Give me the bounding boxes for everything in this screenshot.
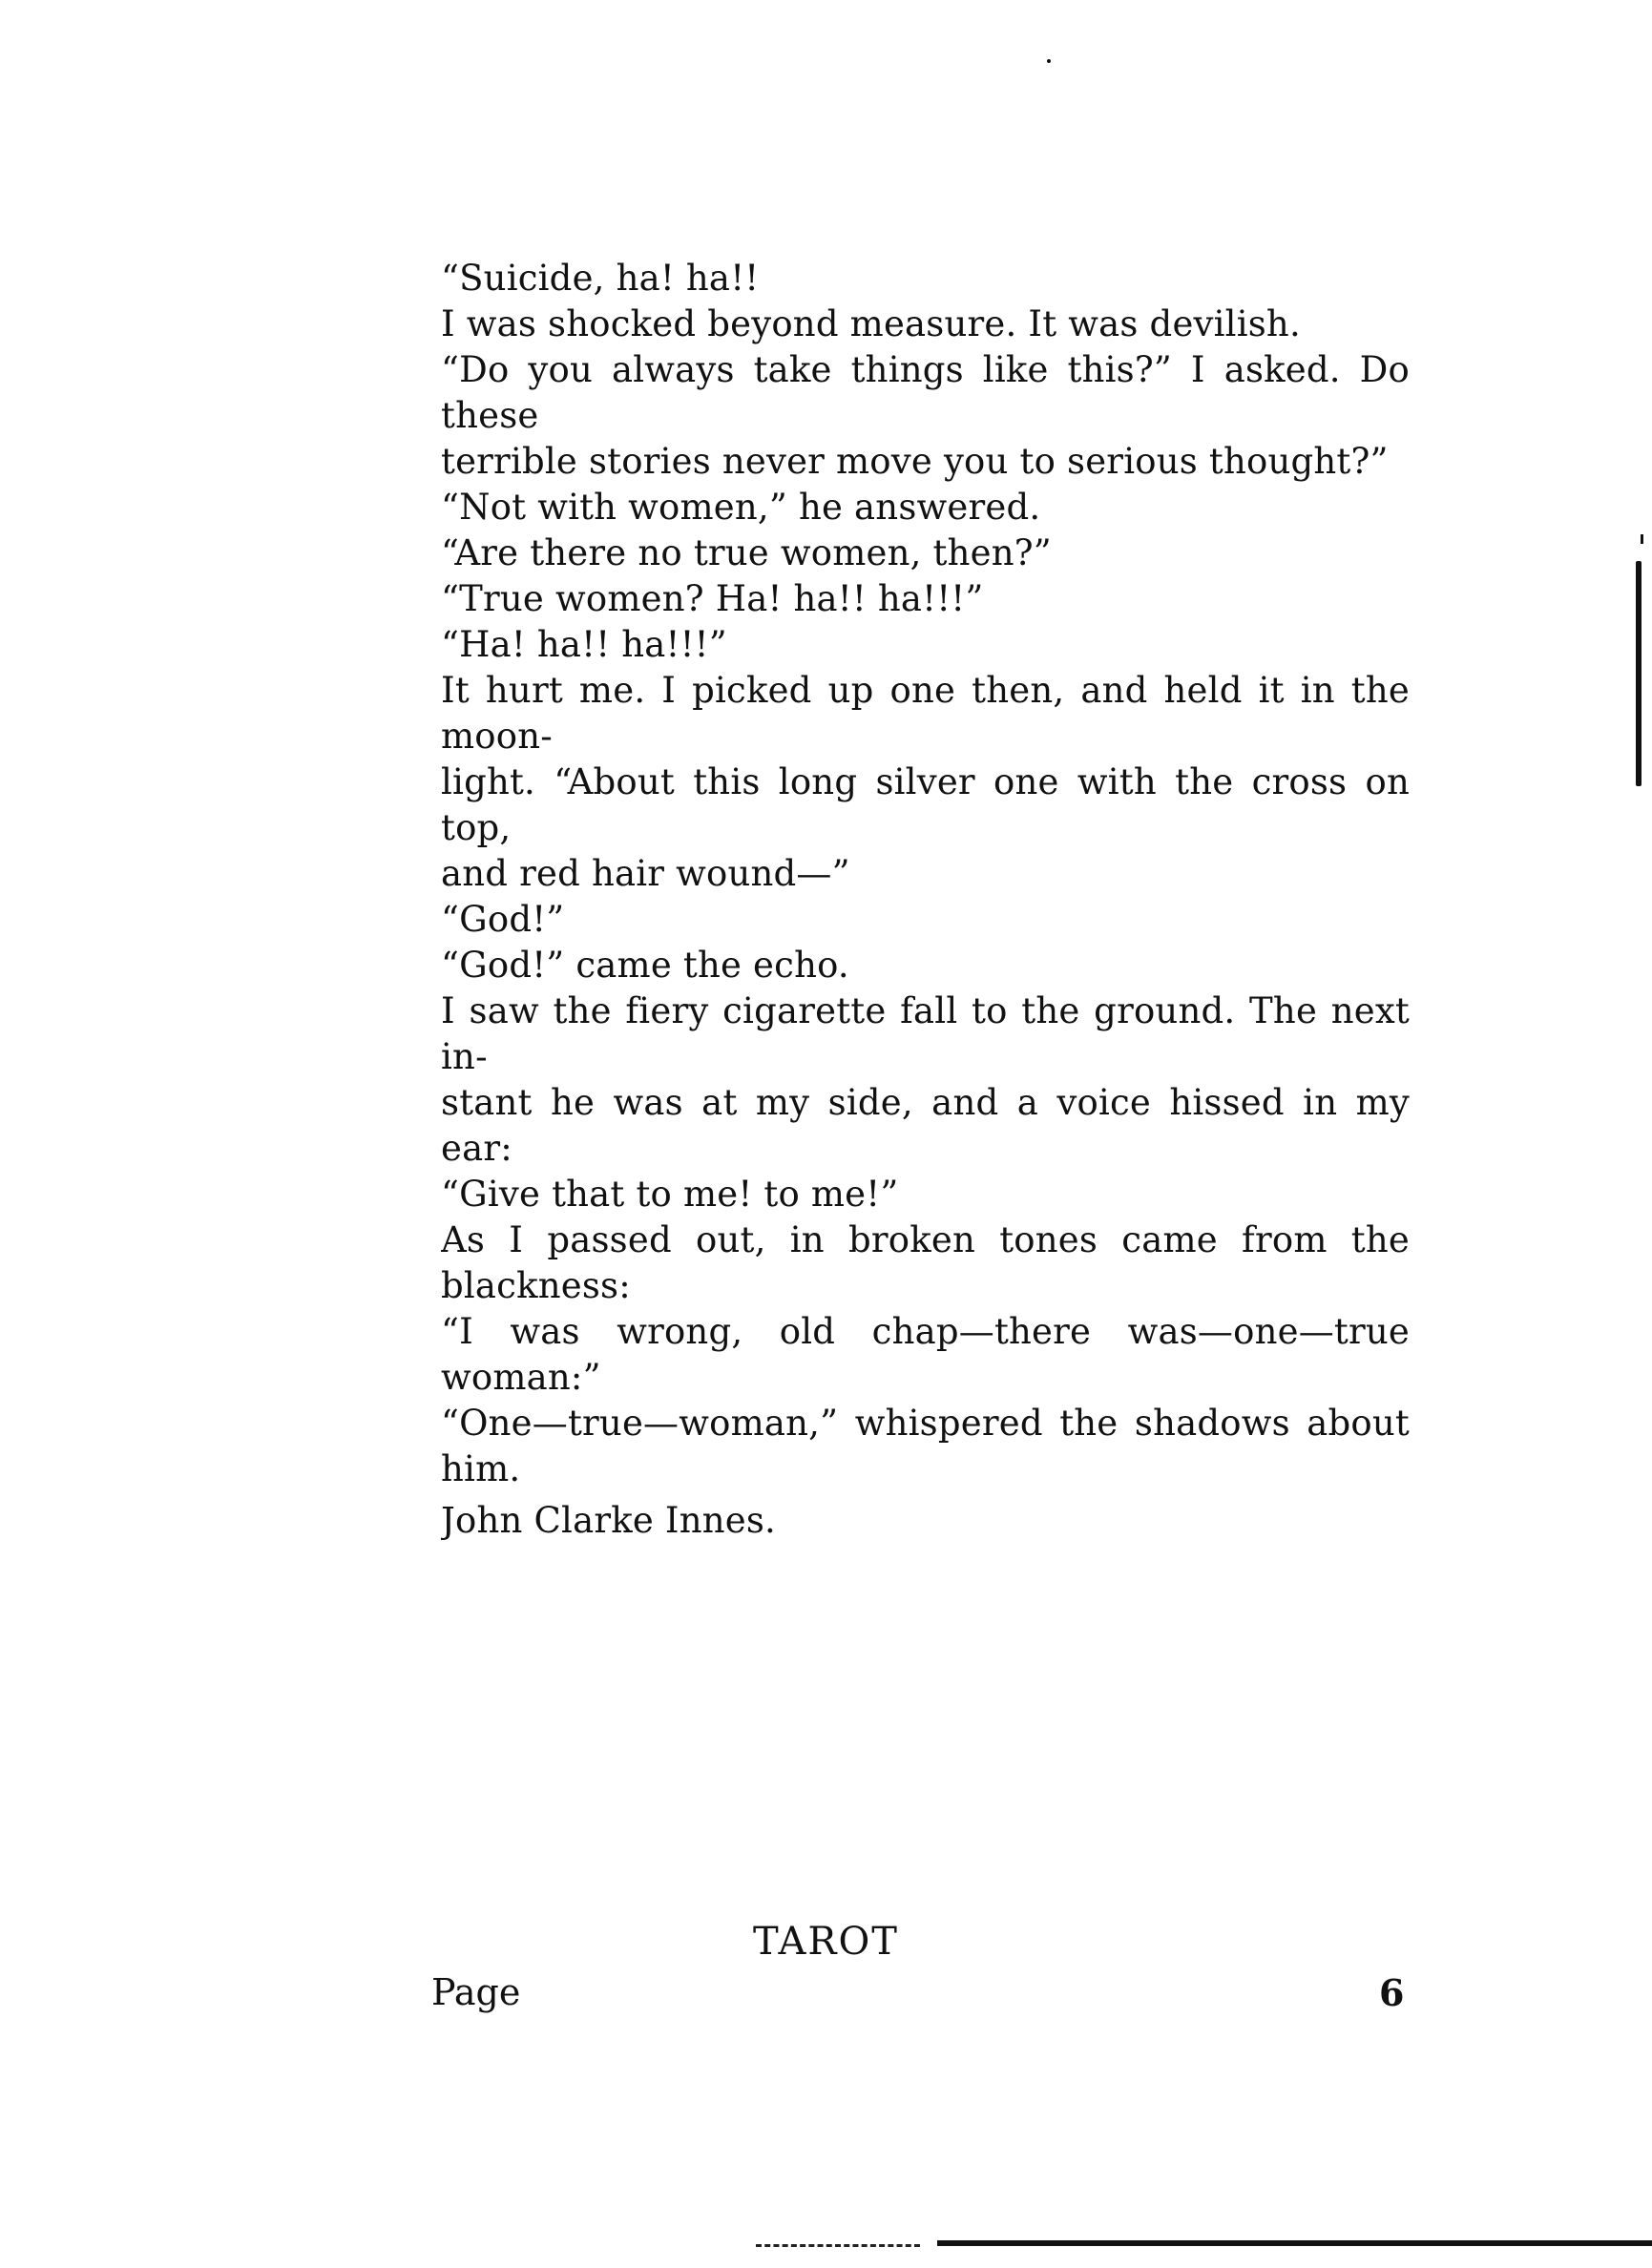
- page-number: 6: [1379, 1971, 1405, 2014]
- text-line: “Do you always take things like this?” I asked. Do these: [441, 349, 1410, 436]
- text-line: “Give that to me! to me!”: [441, 1174, 899, 1215]
- text-line: “I was wrong, old chap—there was—one—true woman:”: [441, 1311, 1410, 1398]
- text-line: “Are there no true women, then?”: [441, 532, 1052, 573]
- text-line: “Suicide, ha! ha!!: [441, 258, 760, 299]
- text-line: As I passed out, in broken tones came from the blackness:: [441, 1219, 1410, 1306]
- text-line: It hurt me. I picked up one then, and held it in the moon-: [441, 670, 1410, 757]
- text-line: stant he was at my side, and a voice hissed in my ear:: [441, 1082, 1410, 1169]
- text-line: terrible stories never move you to serious thought?”: [441, 441, 1389, 482]
- scan-edge-mark: [1641, 534, 1643, 544]
- speck-mark: [1047, 59, 1051, 63]
- text-line: I was shocked beyond measure. It was devilish.: [441, 303, 1301, 344]
- text-line: I saw the fiery cigarette fall to the ground. The next in-: [441, 990, 1410, 1077]
- text-line: “God!” came the echo.: [441, 945, 849, 986]
- text-line: “One—true—woman,” whispered the shadows about him.: [441, 1403, 1410, 1489]
- page-label: Page: [431, 1971, 521, 2013]
- text-line: “True women? Ha! ha!! ha!!!”: [441, 578, 984, 619]
- text-line: “God!”: [441, 899, 565, 940]
- text-line: and red hair wound—”: [441, 853, 850, 894]
- text-line: “Not with women,” he answered.: [441, 487, 1041, 528]
- text-line: “Ha! ha!! ha!!!”: [441, 624, 727, 665]
- scan-edge-bar: [1636, 561, 1642, 786]
- bottom-dashed-rule: [756, 2244, 920, 2247]
- text-line: light. “About this long silver one with the cross on top,: [441, 761, 1410, 848]
- body-text: [441, 256, 1410, 1544]
- bottom-rule: [937, 2240, 1652, 2246]
- publication-title: TAROT: [753, 1920, 899, 1964]
- author-signature: John Clarke Innes.: [441, 1500, 777, 1541]
